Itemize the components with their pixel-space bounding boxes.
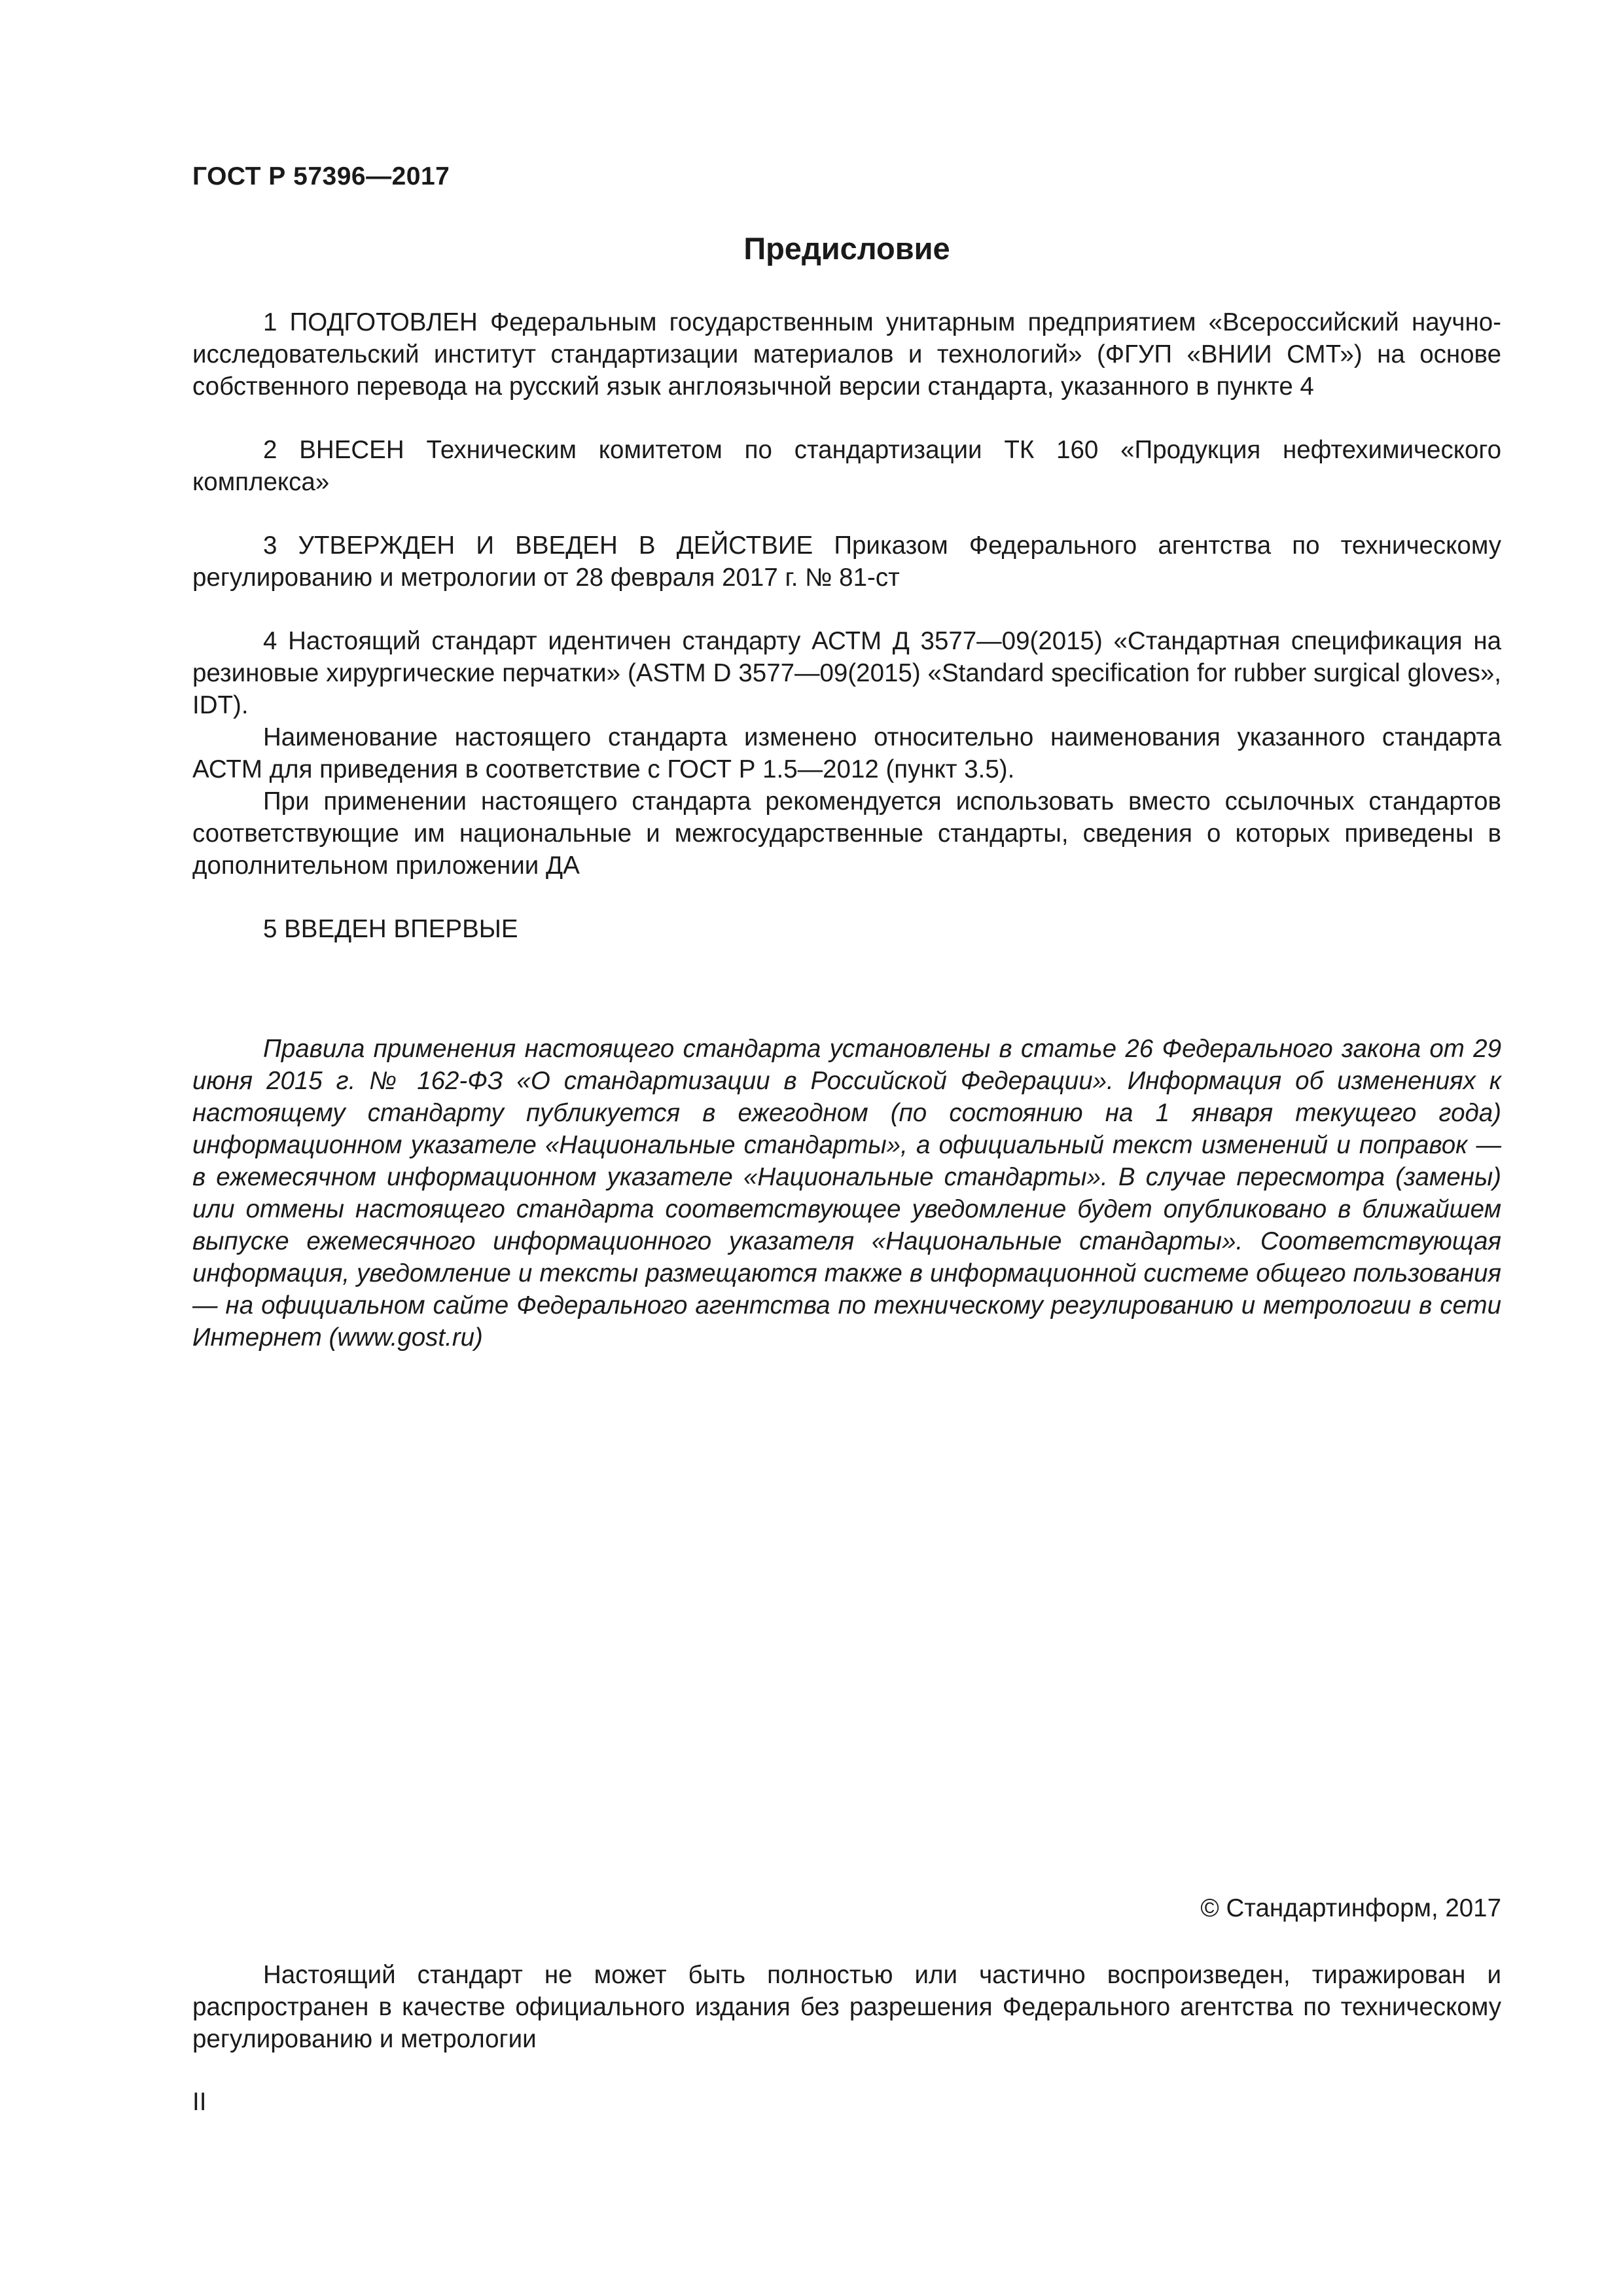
- page-number: II: [192, 2088, 207, 2116]
- foreword-item-4-references: При применении настоящего стандарта рекомендуется использовать вместо ссылочных стандартов соответствующие им национальные и межгосударственные стандарты, сведения о которых приведены в дополнительном приложении ДА: [192, 787, 1501, 880]
- copyright-line: © Стандартинформ, 2017: [1200, 1894, 1501, 1922]
- foreword-item-4: 4 Настоящий стандарт идентичен стандарту АСТМ Д 3577—09(2015) «Стандартная спецификация на резиновые хирургические перчатки» (ASTM D 3577—09(2015) «Standard specification for rubber surgical gloves», IDT).: [192, 627, 1501, 719]
- foreword-item-5: 5 ВВЕДЕН ВПЕРВЫЕ: [263, 915, 518, 943]
- foreword-item-1: 1 ПОДГОТОВЛЕН Федеральным государственным унитарным предприятием «Всероссийский научно-исследовательский институт стандартизации материалов и технологий» (ФГУП «ВНИИ СМТ») на основе собственного перевода на русский язык англоязычной версии стандарта, указанного в пункте 4: [192, 308, 1501, 401]
- foreword-item-3: 3 УТВЕРЖДЕН И ВВЕДЕН В ДЕЙСТВИЕ Приказом Федерального агентства по техническому регулированию и метрологии от 28 февраля 2017 г. № 81-ст: [192, 531, 1501, 592]
- page-title: Предисловие: [743, 231, 950, 266]
- foreword-item-2: 2 ВНЕСЕН Техническим комитетом по стандартизации ТК 160 «Продукция нефтехимического комплекса»: [192, 436, 1501, 496]
- foreword-body: [192, 306, 1501, 945]
- document-code: ГОСТ Р 57396—2017: [192, 162, 450, 190]
- application-rules-notice: Правила применения настоящего стандарта установлены в статье 26 Федерального закона от 29 июня 2015 г. № 162-ФЗ «О стандартизации в Российской Федерации». Информация об изменениях к настоящему стандарту публикуется в ежегодном (по состоянию на 1 января текущего года) информационном указателе «Национальные стандарты», а официальный текст изменений и поправок — в ежемесячном информационном указателе «Национальные стандарты». В случае пересмотра (замены) или отмены настоящего стандарта соответствующее уведомление будет опубликовано в ближайшем выпуске ежемесячного информационного указателя «Национальные стандарты». Соответствующая информация, уведомление и тексты размещаются также в информационной системе общего пользования — на официальном сайте Федерального агентства по техническому регулированию и метрологии в сети Интернет (www.gost.ru): [192, 1035, 1501, 1352]
- reproduction-notice: Настоящий стандарт не может быть полностью или частично воспроизведен, тиражирован и распространен в качестве официального издания без разрешения Федерального агентства по техническому регулированию и метрологии: [192, 1961, 1501, 2053]
- foreword-item-4-name-change: Наименование настоящего стандарта изменено относительно наименования указанного стандарта АСТМ для приведения в соответствие с ГОСТ Р 1.5—2012 (пункт 3.5).: [192, 723, 1501, 783]
